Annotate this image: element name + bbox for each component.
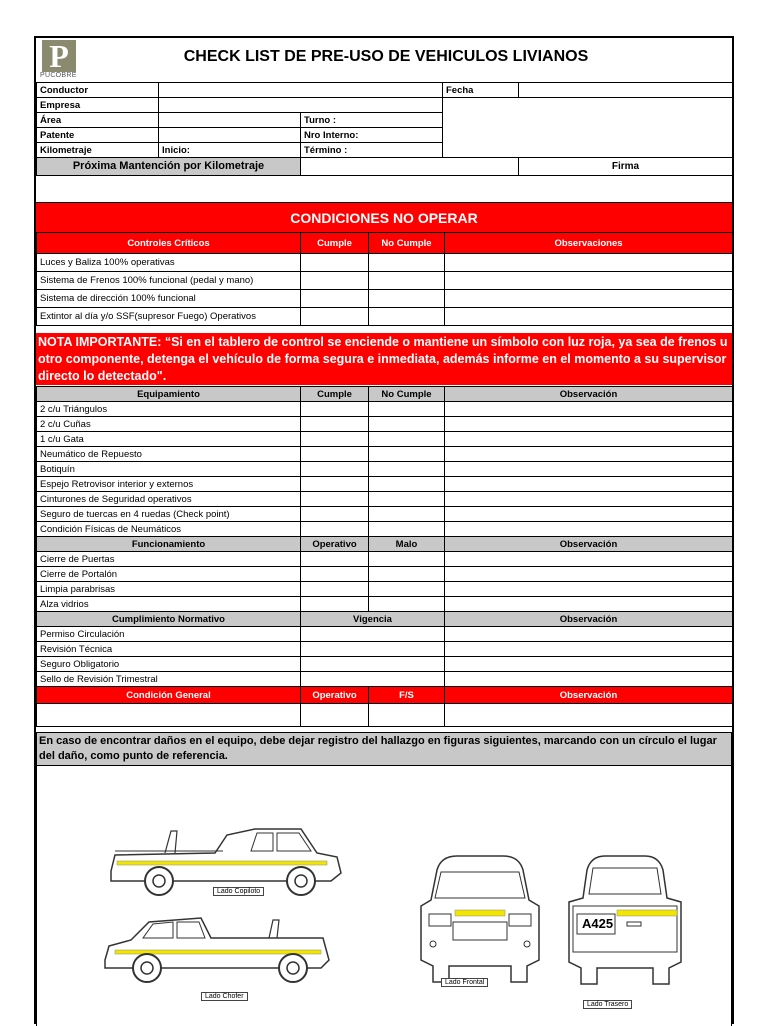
observacion-cell[interactable] <box>445 447 733 462</box>
funcionamiento-row: Cierre de Portalón <box>37 567 301 582</box>
funcionamiento-row: Alza vidrios <box>37 597 301 612</box>
no-cumple-cell[interactable] <box>369 477 445 492</box>
observacion-cell[interactable] <box>445 290 733 308</box>
cumple-cell[interactable] <box>301 254 369 272</box>
cumple-cell[interactable] <box>301 447 369 462</box>
col-condicion-general: Condición General <box>37 687 301 704</box>
firma-label: Firma <box>519 158 733 176</box>
turno-label[interactable]: Turno : <box>301 113 443 128</box>
observacion-cell[interactable] <box>445 627 733 642</box>
observacion-cell[interactable] <box>445 417 733 432</box>
truck-rear-diagram[interactable] <box>551 850 697 1000</box>
conductor-field[interactable] <box>159 83 443 98</box>
no-cumple-cell[interactable] <box>369 447 445 462</box>
operativo-cell[interactable] <box>301 597 369 612</box>
label-trasero: Lado Trasero <box>583 1000 632 1009</box>
normativo-row: Revisión Técnica <box>37 642 301 657</box>
checklist-sheet <box>34 36 734 1024</box>
observacion-cell[interactable] <box>445 582 733 597</box>
observacion-cell[interactable] <box>445 402 733 417</box>
col-observacion: Observación <box>445 387 733 402</box>
fs-cell[interactable] <box>369 704 445 727</box>
control-row: Sistema de dirección 100% funcional <box>37 290 301 308</box>
logo-text: PUCOBRE <box>40 72 77 79</box>
equipamiento-table <box>36 386 733 727</box>
observacion-cell[interactable] <box>445 522 733 537</box>
no-cumple-cell[interactable] <box>369 417 445 432</box>
condicion-cell[interactable] <box>37 704 301 727</box>
malo-cell[interactable] <box>369 552 445 567</box>
area-label: Área <box>37 113 159 128</box>
observacion-cell[interactable] <box>445 254 733 272</box>
logo <box>36 38 90 82</box>
danos-instructions: En caso de encontrar daños en el equipo, debe dejar registro del hallazgo en figuras siguientes, marcando con un círculo el lugar del daño, como punto de referencia. <box>36 732 732 766</box>
col-observacion: Observación <box>445 612 733 627</box>
funcionamiento-row: Cierre de Puertas <box>37 552 301 567</box>
no-cumple-cell[interactable] <box>369 308 445 326</box>
vigencia-cell[interactable] <box>301 657 445 672</box>
observacion-cell[interactable] <box>445 308 733 326</box>
equipo-row: Cinturones de Seguridad operativos <box>37 492 301 507</box>
observacion-cell[interactable] <box>445 477 733 492</box>
col-observacion: Observación <box>445 687 733 704</box>
empresa-label: Empresa <box>37 98 159 113</box>
operativo-cell[interactable] <box>301 704 369 727</box>
funcionamiento-row: Limpia parabrisas <box>37 582 301 597</box>
operativo-cell[interactable] <box>301 582 369 597</box>
cumple-cell[interactable] <box>301 432 369 447</box>
observacion-cell[interactable] <box>445 657 733 672</box>
operativo-cell[interactable] <box>301 567 369 582</box>
col-funcionamiento: Funcionamiento <box>37 537 301 552</box>
col-cumple: Cumple <box>301 233 369 254</box>
col-vigencia: Vigencia <box>301 612 445 627</box>
col-fs: F/S <box>369 687 445 704</box>
vigencia-cell[interactable] <box>301 672 445 687</box>
cumple-cell[interactable] <box>301 402 369 417</box>
signature-area[interactable] <box>443 98 733 158</box>
malo-cell[interactable] <box>369 582 445 597</box>
nota-importante: NOTA IMPORTANTE: “Si en el tablero de control se enciende o mantiene un símbolo con luz roja, ya sea de frenos u otro componente, detenga el vehículo de forma segura e inmediata, además informe en el momento a su supervisor directo lo detectado". <box>36 333 732 385</box>
observacion-cell[interactable] <box>445 642 733 657</box>
header-table <box>36 82 733 176</box>
cumple-cell[interactable] <box>301 477 369 492</box>
col-operativo: Operativo <box>301 687 369 704</box>
observacion-cell[interactable] <box>445 462 733 477</box>
col-controles: Controles Críticos <box>37 233 301 254</box>
no-cumple-cell[interactable] <box>369 522 445 537</box>
col-malo: Malo <box>369 537 445 552</box>
no-cumple-cell[interactable] <box>369 432 445 447</box>
equipo-row: Condición Físicas de Neumáticos <box>37 522 301 537</box>
label-chofer: Lado Chofer <box>201 992 248 1001</box>
page-title: CHECK LIST DE PRE-USO DE VEHICULOS LIVIANOS <box>183 48 589 65</box>
label-frontal: Lado Frontal <box>441 978 488 987</box>
col-cumple: Cumple <box>301 387 369 402</box>
termino-label[interactable]: Término : <box>301 143 443 158</box>
cumple-cell[interactable] <box>301 492 369 507</box>
control-row: Sistema de Frenos 100% funcional (pedal y mano) <box>37 272 301 290</box>
observacion-cell[interactable] <box>445 552 733 567</box>
col-no-cumple: No Cumple <box>369 387 445 402</box>
cumple-cell[interactable] <box>301 290 369 308</box>
col-no-cumple: No Cumple <box>369 233 445 254</box>
equipo-row: 2 c/u Triángulos <box>37 402 301 417</box>
normativo-row: Seguro Obligatorio <box>37 657 301 672</box>
empresa-field[interactable] <box>159 98 443 113</box>
no-cumple-cell[interactable] <box>369 254 445 272</box>
observacion-cell[interactable] <box>445 507 733 522</box>
patente-field[interactable] <box>159 128 301 143</box>
observacion-cell[interactable] <box>445 672 733 687</box>
col-observacion: Observación <box>445 537 733 552</box>
vigencia-cell[interactable] <box>301 627 445 642</box>
operativo-cell[interactable] <box>301 552 369 567</box>
cumple-cell[interactable] <box>301 417 369 432</box>
no-cumple-cell[interactable] <box>369 492 445 507</box>
fecha-field[interactable] <box>519 83 733 98</box>
rear-plate-text: A425 <box>582 916 614 931</box>
normativo-row: Permiso Circulación <box>37 627 301 642</box>
vigencia-cell[interactable] <box>301 642 445 657</box>
equipo-row: Espejo Retrovisor interior y externos <box>37 477 301 492</box>
fecha-label: Fecha <box>443 83 519 98</box>
cumple-cell[interactable] <box>301 462 369 477</box>
col-observaciones: Observaciones <box>445 233 733 254</box>
no-cumple-cell[interactable] <box>369 462 445 477</box>
logo-letter: P <box>42 40 76 72</box>
no-operar-table <box>36 232 733 326</box>
cumple-cell[interactable] <box>301 507 369 522</box>
area-field[interactable] <box>159 113 301 128</box>
normativo-row: Sello de Revisión Trimestral <box>37 672 301 687</box>
nro-interno-label[interactable]: Nro Interno: <box>301 128 443 143</box>
proxima-field[interactable] <box>301 158 519 176</box>
patente-label: Patente <box>37 128 159 143</box>
control-row: Extintor al día y/o SSF(supresor Fuego) Operativos <box>37 308 301 326</box>
cumple-cell[interactable] <box>301 272 369 290</box>
cumple-cell[interactable] <box>301 308 369 326</box>
col-normativo: Cumplimiento Normativo <box>37 612 301 627</box>
observacion-cell[interactable] <box>445 704 733 727</box>
observacion-cell[interactable] <box>445 432 733 447</box>
observacion-cell[interactable] <box>445 272 733 290</box>
observacion-cell[interactable] <box>445 492 733 507</box>
kilometraje-label: Kilometraje <box>37 143 159 158</box>
equipo-row: Neumático de Repuesto <box>37 447 301 462</box>
inicio-label[interactable]: Inicio: <box>159 143 301 158</box>
equipo-row: 2 c/u Cuñas <box>37 417 301 432</box>
observacion-cell[interactable] <box>445 597 733 612</box>
equipo-row: Botiquín <box>37 462 301 477</box>
proxima-label: Próxima Mantención por Kilometraje <box>37 158 301 176</box>
malo-cell[interactable] <box>369 567 445 582</box>
observacion-cell[interactable] <box>445 567 733 582</box>
col-equipamiento: Equipamiento <box>37 387 301 402</box>
no-cumple-cell[interactable] <box>369 290 445 308</box>
no-operar-title: CONDICIONES NO OPERAR <box>36 202 732 232</box>
truck-side-chofer-diagram[interactable] <box>101 906 341 986</box>
damage-diagram-area[interactable] <box>36 766 732 1026</box>
malo-cell[interactable] <box>369 597 445 612</box>
equipo-row: 1 c/u Gata <box>37 432 301 447</box>
no-cumple-cell[interactable] <box>369 507 445 522</box>
no-cumple-cell[interactable] <box>369 272 445 290</box>
cumple-cell[interactable] <box>301 522 369 537</box>
label-copiloto: Lado Copiloto <box>213 887 264 896</box>
no-cumple-cell[interactable] <box>369 402 445 417</box>
col-operativo: Operativo <box>301 537 369 552</box>
control-row: Luces y Baliza 100% operativas <box>37 254 301 272</box>
conductor-label: Conductor <box>37 83 159 98</box>
equipo-row: Seguro de tuercas en 4 ruedas (Check point) <box>37 507 301 522</box>
